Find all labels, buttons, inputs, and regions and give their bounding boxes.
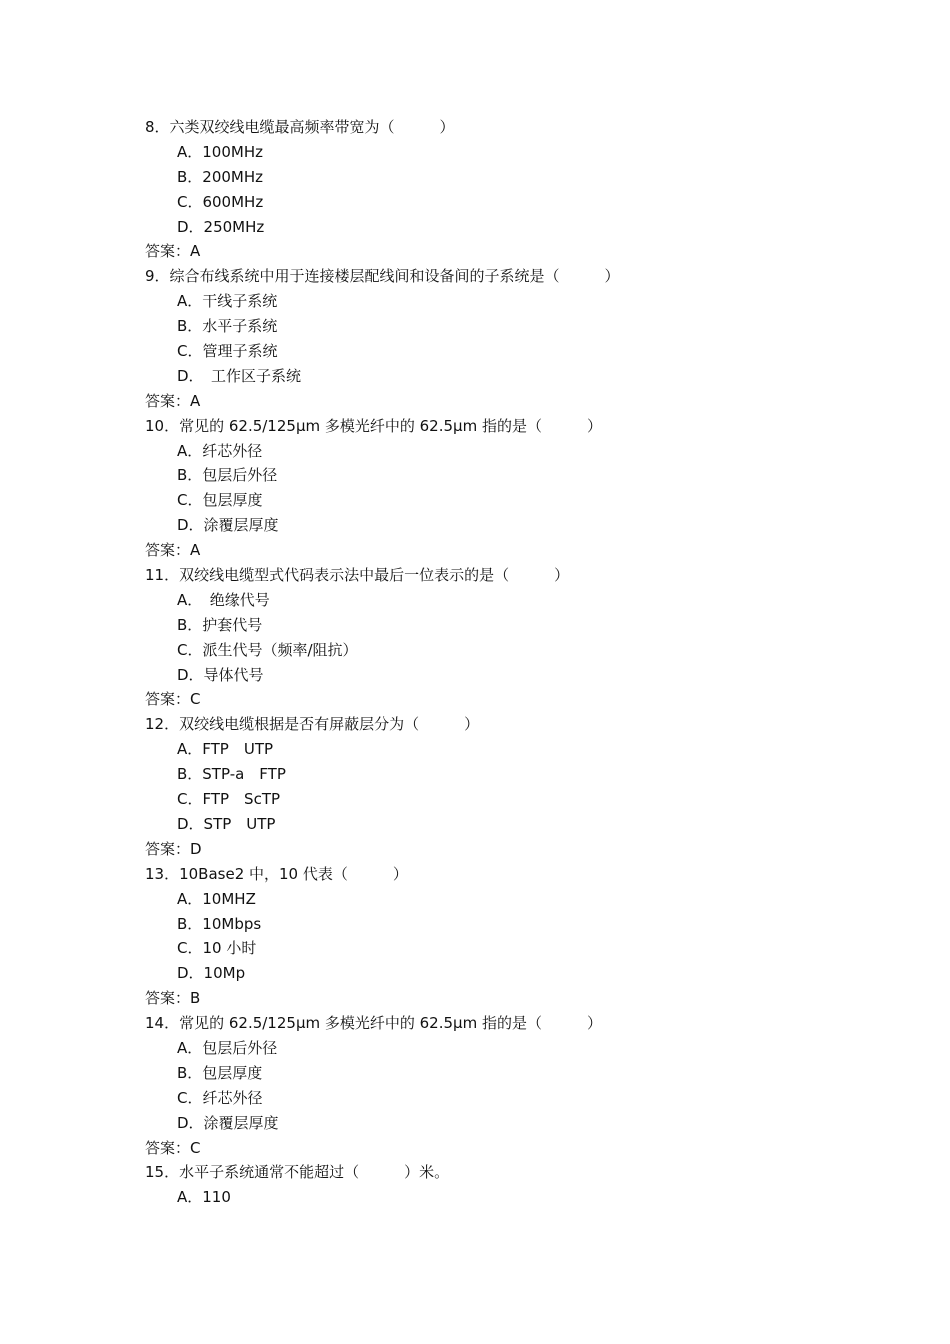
option-b: B．STP-a FTP xyxy=(177,765,286,784)
answer-text: 答案：A xyxy=(145,242,201,261)
question-text: 8．六类双绞线电缆最高频率带宽为（ ） xyxy=(145,118,455,136)
question-text: 9．综合布线系统中用于连接楼层配线间和设备间的子系统是（ ） xyxy=(145,267,620,286)
answer-text: 答案：A xyxy=(145,391,201,410)
question-text: 14．常见的 62.5/125μm 多模光纤中的 62.5μm 指的是（ ） xyxy=(145,1014,602,1033)
option-c: C．FTP ScTP xyxy=(177,790,281,809)
option-b: B．护套代号 xyxy=(177,615,263,634)
option-a: A．10MHZ xyxy=(177,889,256,908)
option-b: B．包层后外径 xyxy=(177,466,278,485)
question-text: 10．常见的 62.5/125μm 多模光纤中的 62.5μm 指的是（ ） xyxy=(145,416,602,435)
option-d: D．涂覆层厚度 xyxy=(177,1113,279,1132)
option-c: C．管理子系统 xyxy=(177,342,278,361)
answer-text: 答案：C xyxy=(145,690,201,709)
question-text: 13．10Base2 中，10 代表（ ） xyxy=(145,864,408,883)
answer-text: 答案：B xyxy=(145,989,201,1008)
option-a: A．纤芯外径 xyxy=(177,441,263,460)
answer-text: 答案：C xyxy=(145,1138,201,1157)
question-text: 11．双绞线电缆型式代码表示法中最后一位表示的是（ ） xyxy=(145,566,570,585)
option-d: D．涂覆层厚度 xyxy=(177,516,279,535)
answer-text: 答案：A xyxy=(145,541,201,560)
option-d: D．导体代号 xyxy=(177,665,264,684)
option-d: D． 工作区子系统 xyxy=(177,366,302,385)
option-a: A．FTP UTP xyxy=(177,740,274,759)
option-a: A．110 xyxy=(177,1188,231,1207)
question-text: 15．水平子系统通常不能超过（ ）米。 xyxy=(145,1163,450,1182)
option-a: A． 绝缘代号 xyxy=(177,590,270,609)
option-d: D．10Mp xyxy=(177,964,246,983)
question-list xyxy=(145,115,865,1210)
option-d: D．250MHz xyxy=(177,217,265,236)
option-a: A．干线子系统 xyxy=(177,292,278,311)
option-c: C．10 小时 xyxy=(177,939,257,958)
option-b: B．10Mbps xyxy=(177,914,262,933)
question-text: 12．双绞线电缆根据是否有屏蔽层分为（ ） xyxy=(145,715,480,734)
option-b: B．水平子系统 xyxy=(177,317,278,336)
option-c: C．包层厚度 xyxy=(177,491,263,510)
option-c: C．派生代号（频率/阻抗） xyxy=(177,640,358,659)
option-c: C．600MHz xyxy=(177,192,264,211)
option-b: B．200MHz xyxy=(177,167,264,186)
option-a: A．100MHz xyxy=(177,142,263,161)
option-a: A．包层后外径 xyxy=(177,1038,278,1057)
option-b: B．包层厚度 xyxy=(177,1063,263,1082)
option-c: C．纤芯外径 xyxy=(177,1088,263,1107)
option-d: D．STP UTP xyxy=(177,814,276,833)
answer-text: 答案：D xyxy=(145,839,202,858)
